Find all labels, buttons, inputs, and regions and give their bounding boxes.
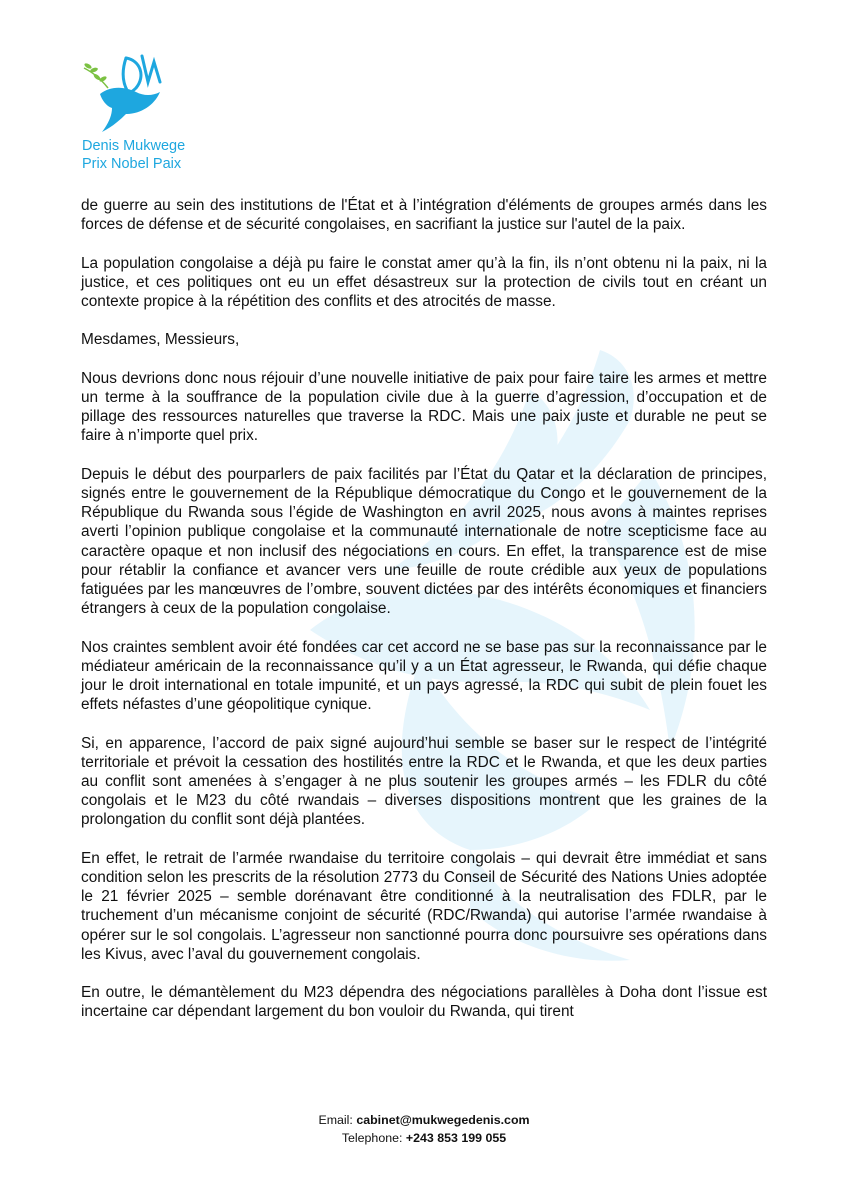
footer: [0, 1111, 848, 1147]
logo: [78, 48, 198, 188]
paragraph: Si, en apparence, l’accord de paix signé aujourd’hui semble se baser sur le respect de l’intégrité territoriale et prévoit la cessation des hostilités entre la RDC et le Rwanda, et que les deux parties au conflit sont amenées à s’engager à ne plus soutenir les groupes armés – les FDLR du côté congolais et le M23 du côté rwandais – diverses dispositions montrent que les graines de la prolongation du conflit sont déjà plantées.: [81, 734, 767, 829]
paragraph: La population congolaise a déjà pu faire le constat amer qu’à la fin, ils n’ont obtenu ni la paix, ni la justice, et ces politiques ont eu un effet désastreux sur la protection de civils tout en créant un contexte propice à la répétition des conflits et des atrocités de masse.: [81, 254, 767, 310]
footer-email-line: [0, 1111, 848, 1129]
salutation: Mesdames, Messieurs,: [81, 331, 240, 349]
phone-label: Telephone:: [341, 1131, 403, 1145]
footer-phone-line: [0, 1129, 848, 1147]
logo-subtitle: Prix Nobel Paix: [82, 156, 182, 172]
paragraph: En outre, le démantèlement du M23 dépendra des négociations parallèles à Doha dont l’issue est incertaine car dépendant largement du bon vouloir du Rwanda, qui tirent: [81, 984, 767, 1021]
paragraph: Depuis le début des pourparlers de paix facilités par l’État du Qatar et la déclaration de principes, signés entre le gouvernement de la République démocratique du Congo et le gouvernement de la République du Rwanda sous l’égide de Washington en avril 2025, nous avons à maintes reprises averti l’opinion publique congolaise et la communauté internationale de notre scepticisme face au caractère opaque et non inclusif des négociations en cours. En effet, la transparence est de mise pour rétablir la confiance et avancer vers une feuille de route crédible aux yeux de populations fatiguées par les manœuvres de l’ombre, souvent dictées par des intérêts économiques et financiers étrangers à ceux de la population congolaise.: [81, 465, 767, 618]
letter-body: [81, 196, 767, 1041]
email-link[interactable]: cabinet@mukwegedenis.com: [356, 1113, 530, 1127]
logo-name: Denis Mukwege: [82, 138, 186, 154]
dove-logo-icon: [82, 48, 172, 134]
paragraph: En effet, le retrait de l’armée rwandaise du territoire congolais – qui devrait être immédiat et sans condition selon les prescrits de la résolution 2773 du Conseil de Sécurité des Nations Unies adoptée le 21 février 2025 – semble dorénavant être conditionné à la neutralisation des FDLR, par le truchement d’un mécanisme conjoint de sécurité (RDC/Rwanda) qui autorise l’armée rwandaise à opérer sur le sol congolais. L’agresseur non sanctionné pourra donc poursuivre ses opérations dans les Kivus, avec l’aval du gouvernement congolais.: [81, 849, 767, 963]
phone-number: +243 853 199 055: [405, 1131, 507, 1145]
paragraph: de guerre au sein des institutions de l'État et à l’intégration d'éléments de groupes armés dans les forces de défense et de sécurité congolaises, en sacrifiant la justice sur l'autel de la paix.: [81, 197, 767, 234]
paragraph: Nos craintes semblent avoir été fondées car cet accord ne se base pas sur la reconnaissance par le médiateur américain de la reconnaissance qu’il y a un État agresseur, le Rwanda, qui défie chaque jour le droit international en totale impunité, et un pays agressé, la RDC qui subit de plein fouet les effets néfastes d’une géopolitique cynique.: [81, 638, 767, 714]
paragraph: Nous devrions donc nous réjouir d’une nouvelle initiative de paix pour faire taire les armes et mettre un terme à la souffrance de la population civile due à la guerre d’agression, d’occupation et de pillage des ressources naturelles que traverse la RDC. Mais une paix juste et durable ne peut se faire à n’importe quel prix.: [81, 369, 767, 445]
email-label: Email:: [318, 1113, 353, 1127]
